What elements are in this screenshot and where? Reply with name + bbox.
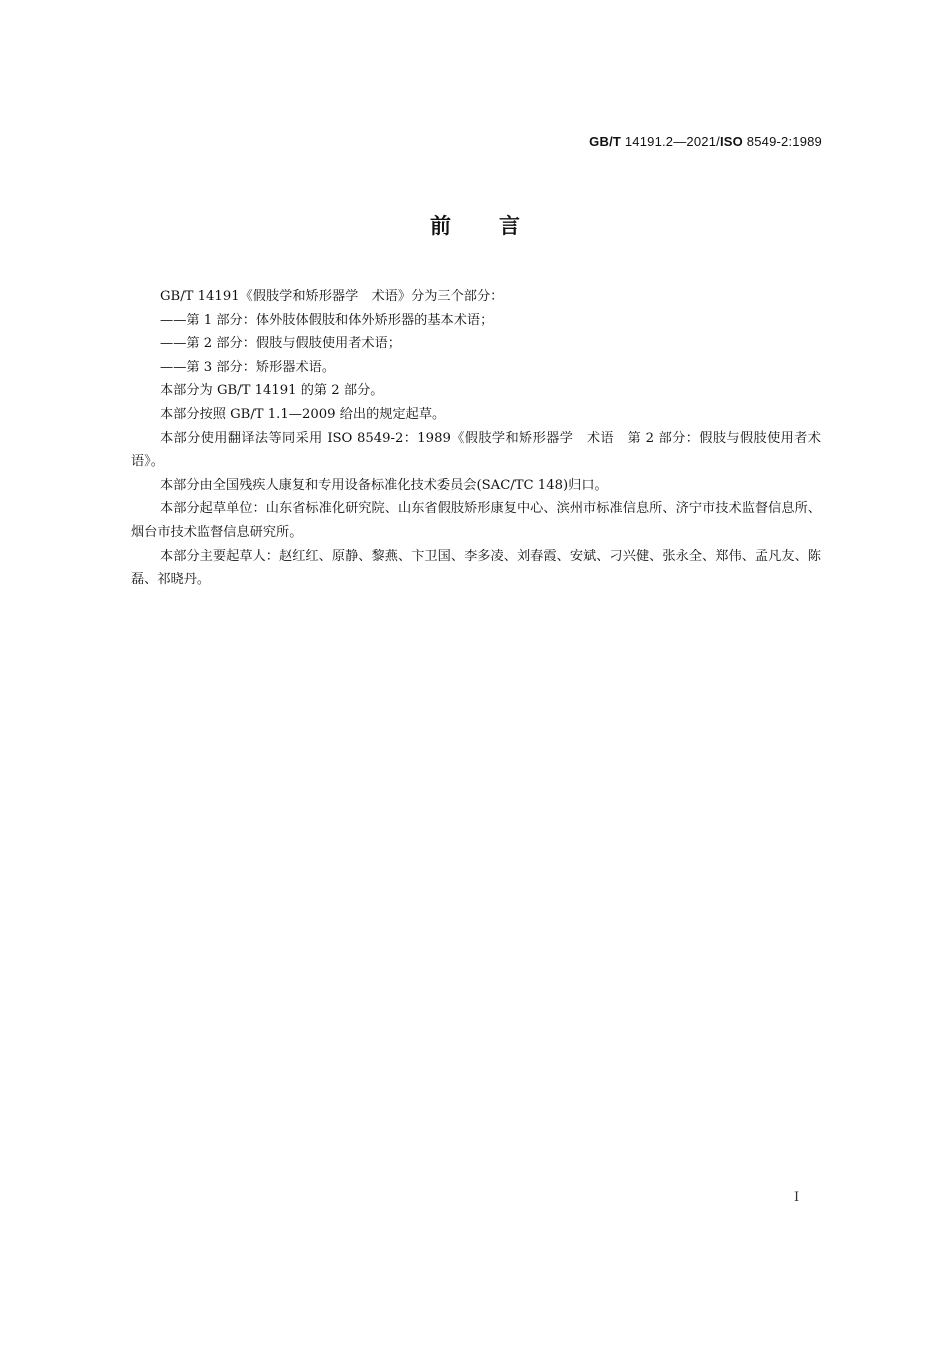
page-title: 前言 xyxy=(430,214,568,238)
list-item-part-2: ——第 2 部分：假肢与假肢使用者术语； xyxy=(160,336,401,352)
foreword-body xyxy=(131,285,821,592)
iso-number: 8549-2:1989 xyxy=(742,134,822,149)
paragraph-translation: 本部分使用翻译法等同采用 ISO 8549-2：1989《假肢学和矫形器学 术语 第 2 部分：假肢与假肢使用者术语》。 xyxy=(131,430,821,470)
standard-number xyxy=(589,134,822,149)
paragraph-scope: 本部分为 GB/T 14191 的第 2 部分。 xyxy=(160,383,384,399)
standard-code-prefix: GB/T xyxy=(589,134,622,149)
paragraph-drafters: 本部分主要起草人：赵红红、原静、黎燕、卞卫国、李多凌、刘春霞、安斌、刁兴健、张永全、郑伟、孟凡友、陈磊、祁晓丹。 xyxy=(131,548,821,588)
paragraph-drafting-units: 本部分起草单位：山东省标准化研究院、山东省假肢矫形康复中心、滨州市标准信息所、济宁市技术监督信息所、烟台市技术监督信息研究所。 xyxy=(131,501,821,540)
standard-code-number: 14191.2—2021/ xyxy=(621,134,720,149)
list-item-part-1: ——第 1 部分：体外肢体假肢和体外矫形器的基本术语； xyxy=(160,312,494,328)
page-number: I xyxy=(794,1190,800,1205)
paragraph-committee: 本部分由全国残疾人康复和专用设备标准化技术委员会(SAC/TC 148)归口。 xyxy=(160,477,608,493)
iso-prefix: ISO xyxy=(719,134,743,149)
paragraph-drafting-rules: 本部分按照 GB/T 1.1—2009 给出的规定起草。 xyxy=(160,406,446,422)
paragraph-intro: GB/T 14191《假肢学和矫形器学 术语》分为三个部分： xyxy=(160,289,504,304)
list-item-part-3: ——第 3 部分：矫形器术语。 xyxy=(160,359,336,375)
